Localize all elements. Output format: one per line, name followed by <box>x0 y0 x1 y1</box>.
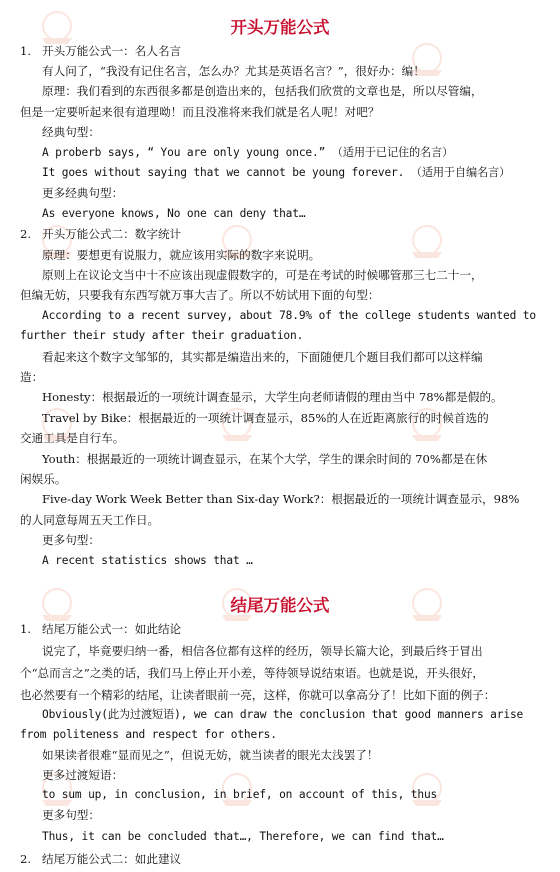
list-item-heading <box>0 223 560 245</box>
paragraph-line: 个“总而言之”之类的话，我们马上停止开小差，等待领导说结束语。也就是说，开头很好， <box>20 666 485 680</box>
paragraph-line: 有人问了，“我没有记住名言，怎么办？尤其是英语名言？”，很好办：编！ <box>42 64 425 78</box>
example-sentence: A proberb says, “ You are only young once.” （适用于已记住的名言） <box>42 145 454 159</box>
paragraph-line: 但是一定要听起来很有道理呦！而且没准将来我们就是名人呢！对吧？ <box>20 104 380 119</box>
heading-text: 开头万能公式二：数字统计 <box>42 227 182 242</box>
paragraph-line: 更多过渡短语： <box>42 768 124 782</box>
paragraph-line: Five-day Work Week Better than Six-day Work?：根据最近的一项统计调查显示，98% <box>42 492 520 507</box>
paragraph-line: 如果读者很难“显而见之”，但说无妨，就当读者的眼光太浅罢了！ <box>42 748 379 762</box>
example-sentence: As everyone knows, No one can deny that… <box>42 206 306 220</box>
example-sentence: further their study after their graduation. <box>20 329 304 343</box>
heading-text: 开头万能公式一：名人名言 <box>42 44 182 58</box>
paragraph-line: 原理：要想更有说服力，就应该用实际的数字来说明。 <box>42 247 321 262</box>
example-sentence: Thus, it can be concluded that…, Therefore, we can find that… <box>42 830 444 843</box>
heading-text: 结尾万能公式一：如此结论 <box>42 622 182 636</box>
paragraph-line: 经典句型： <box>42 125 100 140</box>
example-sentence: According to a recent survey, about 78.9% of the college students wanted to <box>42 308 536 322</box>
example-sentence: It goes without saying that we cannot be young forever. （适用于自编名言） <box>42 166 511 179</box>
paragraph-line: 原理：我们看到的东西很多都是创造出来的，包括我们欣赏的文章也是，所以尽管编， <box>42 84 483 99</box>
list-item-heading <box>0 618 560 640</box>
list-item-heading <box>0 848 560 870</box>
example-sentence: A recent statistics shows that … <box>42 553 253 567</box>
paragraph-line: 原则上在议论文当中十不应该出现虚假数字的，可是在考试的时候哪管那三七二十一， <box>42 268 483 282</box>
paragraph-line: 闲娱乐。 <box>20 472 67 486</box>
list-number: 2. <box>20 852 32 866</box>
example-sentence: to sum up, in conclusion, in brief, on account of this, thus <box>42 788 438 801</box>
list-number: 1. <box>20 44 32 58</box>
paragraph-line: 但编无妨，只要我有东西写就万事大吉了。所以不妨试用下面的句型： <box>20 288 380 303</box>
paragraph-line: 交通工具是自行车。 <box>20 431 125 446</box>
paragraph-line: 更多句型： <box>42 808 100 822</box>
paragraph-line: 更多句型： <box>42 533 100 548</box>
paragraph-line: Youth：根据最近的一项统计调查显示，在某个大学，学生的课余时间的 70%都是在休 <box>42 451 488 466</box>
list-item-heading <box>0 40 560 62</box>
paragraph-line: 也必然要有一个精彩的结尾，让读者眼前一亮，这样，你就可以拿高分了！比如下面的例子： <box>20 688 496 702</box>
example-sentence: Obviously(此为过渡短语), we can draw the conclusion that good manners arise <box>42 708 524 721</box>
section-title-closing: 结尾万能公式 <box>230 596 330 615</box>
paragraph-line: 造： <box>20 370 44 384</box>
section-title-opening: 开头万能公式 <box>230 18 330 37</box>
paragraph-line: Honesty：根据最近的一项统计调查显示，大学生向老师请假的理由当中 78%都是假的。 <box>42 390 503 405</box>
heading-text: 结尾万能公式二：如此建议 <box>42 852 182 866</box>
list-number: 2. <box>20 227 32 242</box>
paragraph-line: 的人同意每周五天工作日。 <box>20 512 160 527</box>
paragraph-line: Travel by Bike：根据最近的一项统计调查显示，85%的人在近距离旅行的时候首选的 <box>42 410 489 425</box>
list-number: 1. <box>20 622 32 636</box>
paragraph-line: 说完了，毕竟要归纳一番，相信各位都有这样的经历，领导长篇大论，到最后终于冒出 <box>42 644 483 658</box>
paragraph-line: 更多经典句型： <box>42 186 124 201</box>
paragraph-line: 看起来这个数字文邹邹的，其实都是编造出来的，下面随便几个题目我们都可以这样编 <box>42 349 483 364</box>
example-sentence: from politeness and respect for others. <box>20 728 277 741</box>
